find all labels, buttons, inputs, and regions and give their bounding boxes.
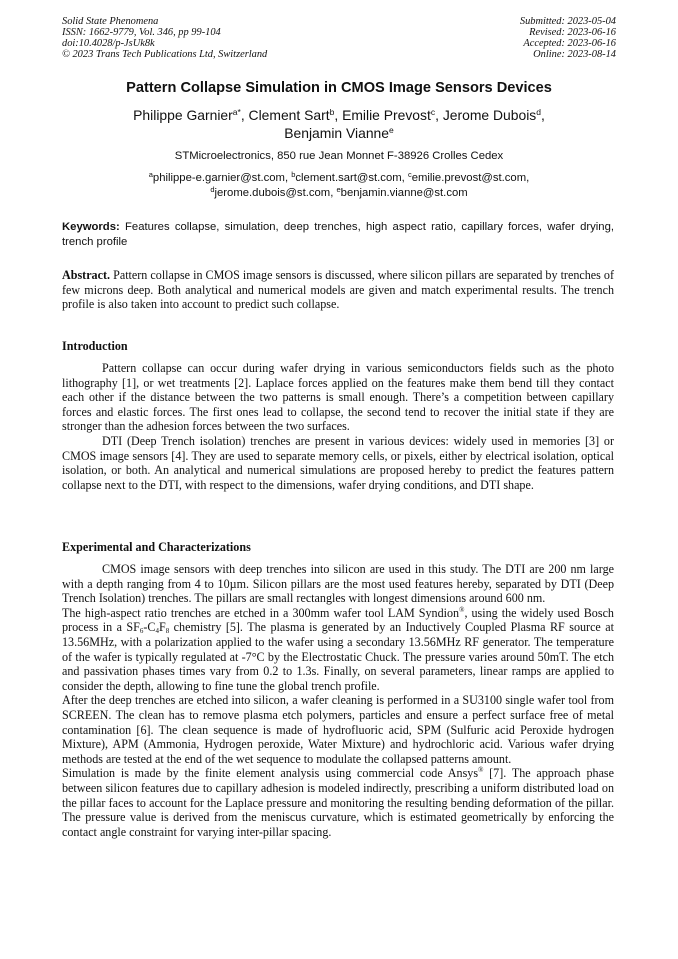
email-mark: d	[210, 185, 215, 194]
abstract-label: Abstract.	[62, 268, 111, 282]
experimental-body	[62, 562, 614, 839]
paragraph	[62, 766, 614, 839]
registered-mark: ®	[459, 605, 465, 614]
email-link[interactable]: jerome.dubois@st.com	[214, 187, 331, 199]
email-mark: e	[336, 185, 341, 194]
author-list: Philippe Garnier$^{a*}$, Clement Sart$^b$, Emilie Prevost$^c$, Jerome Dubois$^d$, Benjamin Vianne$^e$	[133, 107, 545, 141]
submitted-date: Submitted: 2023-05-04	[519, 16, 616, 27]
text-run: , using the widely used Bosch process in a SF	[62, 605, 614, 635]
paragraph: DTI (Deep Trench isolation) trenches are present in various devices: widely used in memories [3] or CMOS image sensors [4]. They are used to separate memory cells, or pixels, either by electrical isolation, optical isolation, or both. An analytical and numerical simulations are proposed hereby to predict the features pattern collapse next to the DTI, with respect to the dimensions, wafer drying conditions, and DTI shape.	[62, 433, 614, 492]
issn-line: ISSN: 1662-9779, Vol. 346, pp 99-104	[62, 27, 221, 38]
text-run: The high-aspect ratio trenches are etched in a 300mm wafer tool LAM Syndion	[62, 605, 460, 620]
email-list: $^a$philippe-e.garnier@st.com, $^b$clement.sart@st.com, $^c$emilie.prevost@st.com, $^d$jerome.dubois@st.com, $^e$benjamin.vianne@st.com	[148, 170, 530, 199]
text-run: Simulation is made by the finite element analysis using commercial code Ansys	[62, 766, 479, 781]
author-name: Benjamin Vianne	[284, 125, 390, 141]
email-link[interactable]: clement.sart@st.com	[295, 172, 402, 184]
paragraph: Pattern collapse can occur during wafer drying in various semiconductors fields such as the photo lithography [1], or wet treatments [2]. Laplace forces applied on the features make them bend till they contact each other if the distance between the two patterns is small enough. There’s a competition between capillary forces and elastic forces. The first ones lead to collapse, the second tend to recover the initial state if they are stronger than the adhesion forces between the two surfaces.	[62, 361, 614, 434]
copyright-line: © 2023 Trans Tech Publications Ltd, Switzerland	[62, 49, 268, 60]
section-heading-introduction: Introduction	[62, 339, 128, 353]
revised-date: Revised: 2023-06-16	[529, 27, 616, 38]
registered-mark: ®	[478, 766, 484, 775]
text-run: F	[158, 620, 166, 635]
paper-title: Pattern Collapse Simulation in CMOS Image Sensors Devices	[126, 80, 552, 96]
text-run: chemistry [5]. The plasma is generated by an Inductively Coupled Plasma RF source at 13.56MHz, with a polarization applied to the wafer using a secondary 13.56MHz RF generator. The temperature of the wafer is typically regulated at -7°C by the Electrostatic Chuck. The pressure varies around 50mT. The etch and passivation phases times vary from 0.2 to 1.3s. Finally, on several parameters, linear ramps are applied to consider the depth, allowing to fine tune the global trench profile.	[62, 620, 614, 693]
keywords-label: Keywords:	[62, 221, 120, 233]
email-mark: b	[291, 170, 296, 179]
author-name: Philippe Garnier	[133, 107, 233, 123]
doi-line: doi:10.4028/p-JsUk8k	[62, 38, 155, 49]
paragraph: After the deep trenches are etched into silicon, a wafer cleaning is performed in a SU3100 single wafer tool from SCREEN. The clean has to remove plasma etch polymers, particles and ensure a perfect surface free of metal contamination [6]. The clean sequence is made of hydrofluoric acid, SPM (Sulfuric acid Peroxide hydrogen Mixture), APM (Ammonia, Hydrogen peroxide, Water Mixture) and hydrochloric acid. Various wafer drying methods are tested at the end of the wet sequence to modulate the collapsed patterns amount.	[62, 693, 614, 766]
keywords-text: Features collapse, simulation, deep trenches, high aspect ratio, capillary forces, wafer drying, trench profile	[62, 221, 615, 248]
text-run: [7]. The approach phase between silicon features due to capillary adhesion is modeled indirectly, prescribing a uniform distributed load on the pillar faces to account for the Laplace pressure and monitoring the resulting bending deformation of the pillar. The pressure value is derived from the meniscus curvature, which is estimated geometrically by enforcing the contact angle constraint for varying inter-pillar spacing.	[62, 766, 615, 839]
email-mark: c	[407, 170, 412, 179]
author-name: Emilie Prevost	[342, 107, 431, 123]
email-mark: a	[148, 170, 153, 179]
abstract	[62, 268, 614, 312]
online-date: Online: 2023-08-14	[533, 49, 616, 60]
author-name: Jerome Dubois	[442, 107, 537, 123]
affiliation: STMicroelectronics, 850 rue Jean Monnet F-38926 Crolles Cedex	[174, 150, 504, 162]
keywords	[62, 220, 614, 249]
journal-info	[62, 16, 267, 60]
introduction-body	[62, 361, 614, 492]
author-affil-mark: c	[430, 107, 436, 117]
journal-name: Solid State Phenomena	[62, 16, 159, 27]
publication-dates	[520, 16, 616, 60]
author-name: Clement Sart	[248, 107, 330, 123]
accepted-date: Accepted: 2023-06-16	[523, 38, 616, 49]
text-run: -C	[143, 620, 156, 635]
paragraph: CMOS image sensors with deep trenches into silicon are used in this study. The DTI are 200 nm large with a depth ranging from 4 to 10µm. Silicon pillars are the most used features hereby, separated by DTI (Deep Trench Isolation) trenches. The pillars are small rectangles with longest dimensions around 600 nm.	[62, 562, 614, 606]
email-link[interactable]: benjamin.vianne@st.com	[340, 187, 468, 199]
subscript: 8	[165, 627, 170, 636]
author-affil-mark: b	[329, 107, 335, 117]
author-affil-mark: d	[536, 107, 541, 117]
section-heading-experimental: Experimental and Characterizations	[62, 540, 251, 554]
paragraph	[62, 606, 614, 694]
email-link[interactable]: emilie.prevost@st.com	[411, 172, 527, 184]
author-affil-mark: a*	[232, 107, 241, 117]
abstract-text: Pattern collapse in CMOS image sensors is discussed, where silicon pillars are separated by trenches of few microns deep. Both analytical and numerical models are given and match experimental results. The trench profile is also taken into account to predict such collapse.	[62, 268, 614, 312]
author-affil-mark: e	[389, 125, 394, 135]
email-link[interactable]: philippe-e.garnier@st.com	[152, 172, 285, 184]
subscript: 4	[155, 627, 159, 636]
subscript: 6	[139, 627, 144, 636]
